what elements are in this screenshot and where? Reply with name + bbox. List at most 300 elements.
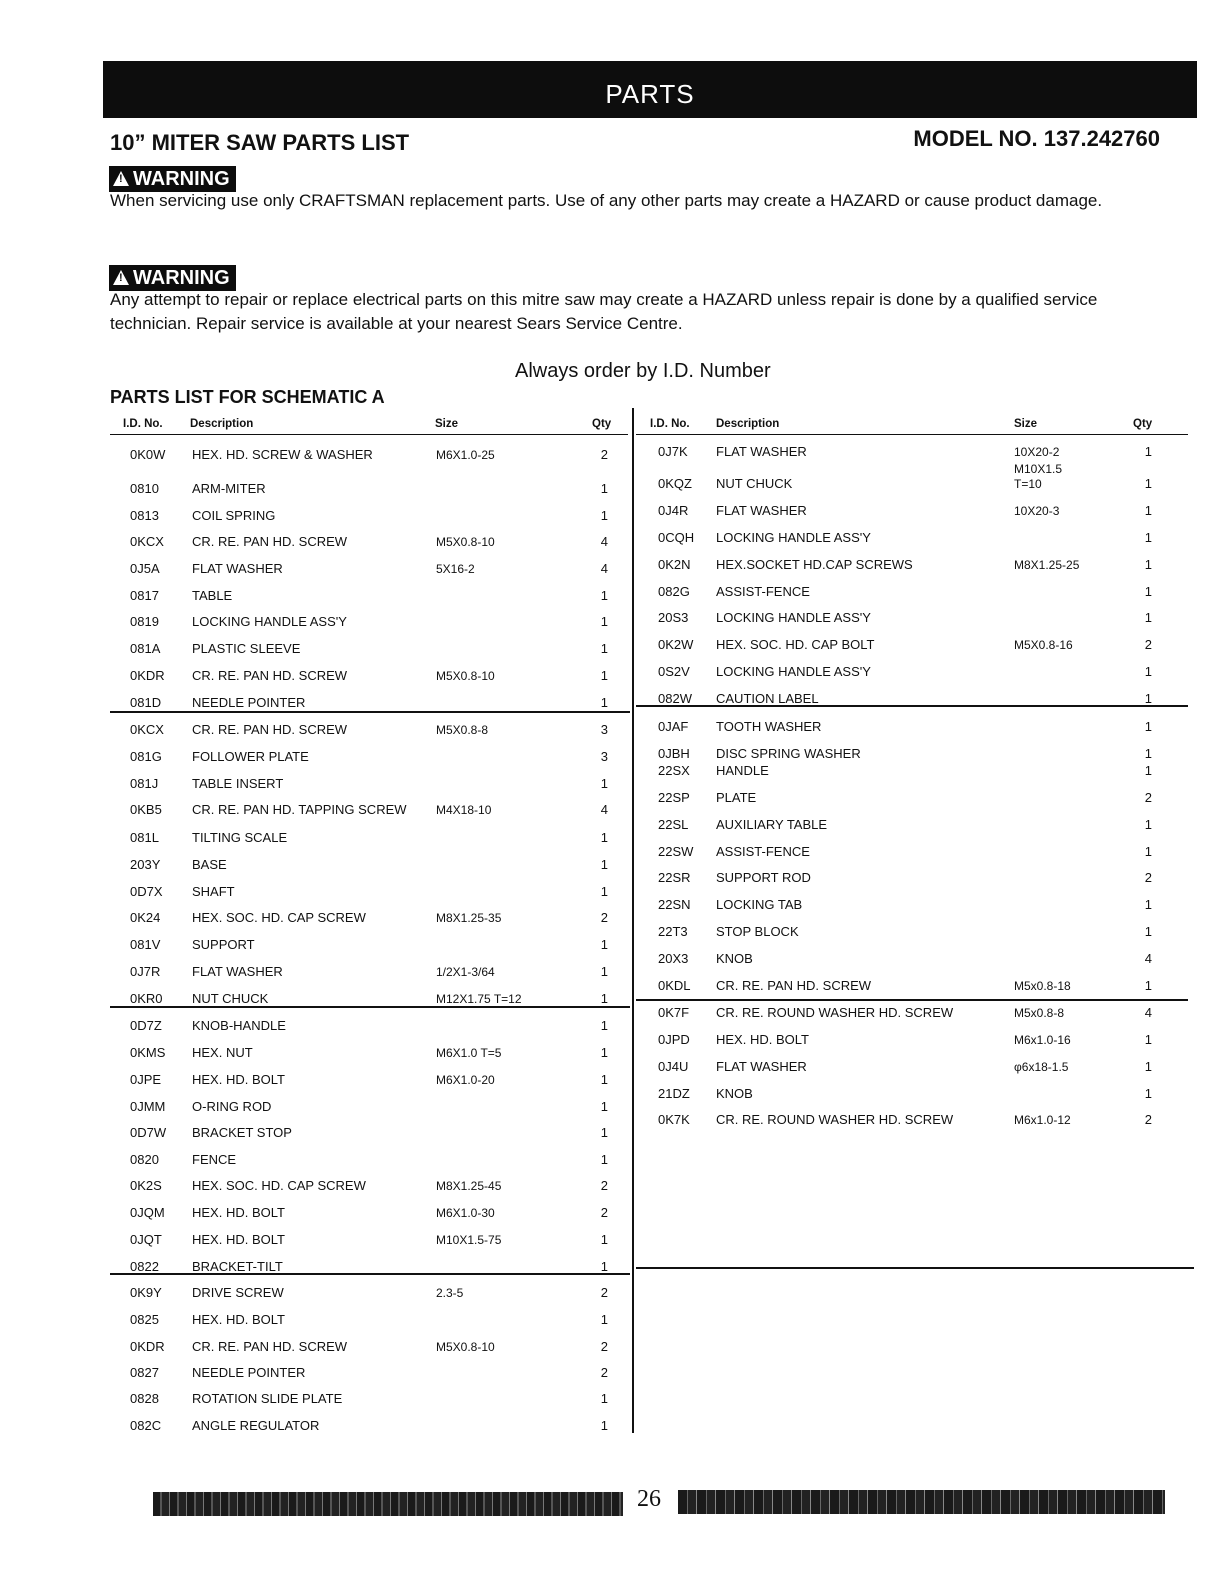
part-id: 22T3 [658,924,688,939]
part-id: 0JQM [130,1205,165,1220]
part-id: 081J [130,776,159,791]
part-description: FENCE [192,1152,237,1167]
part-description: HEX. HD. BOLT [192,1312,285,1327]
part-description: FOLLOWER PLATE [192,749,309,764]
part-description: HEX. HD. BOLT [192,1072,285,1087]
part-description: FLAT WASHER [716,503,807,518]
part-id: 0K24 [130,910,161,925]
part-description: ROTATION SLIDE PLATE [192,1391,343,1406]
part-description: KNOB-HANDLE [192,1018,286,1033]
part-size: M6x1.0-16 [1014,1033,1071,1047]
table-row [636,663,1192,681]
part-description: CR. RE. ROUND WASHER HD. SCREW [716,1112,954,1127]
part-id: 0J5A [130,561,160,576]
part-qty: 1 [1144,719,1152,734]
part-size: M6X1.0-25 [436,448,495,462]
part-id: 0K7K [658,1112,690,1127]
part-description: NUT CHUCK [192,991,269,1006]
part-description: NEEDLE POINTER [192,695,306,710]
part-size: M10X1.5-75 [436,1233,502,1247]
col-qty-header: Qty [1133,418,1153,430]
part-description: ARM-MITER [192,481,266,496]
part-qty: 2 [1144,637,1152,652]
part-description: TILTING SCALE [192,830,288,845]
part-id: 0820 [130,1152,159,1167]
part-size: M10X1.5 [1014,462,1063,476]
part-id: 0J4R [658,503,689,518]
part-size: M8X1.25-35 [436,911,502,925]
table-row [110,1338,630,1356]
order-note: Always order by I.D. Number [515,360,771,382]
part-id: 22SW [658,844,694,859]
part-id: 0D7Z [130,1018,162,1033]
part-size: M12X1.75 T=12 [436,992,522,1006]
part-id: 0817 [130,588,159,603]
col-size-header: Size [435,418,459,430]
part-id: 21DZ [658,1086,690,1101]
part-description: HEX. HD. BOLT [192,1205,285,1220]
part-qty: 1 [1144,924,1152,939]
left-column-header [110,418,628,435]
table-row [110,1124,630,1142]
part-description: SUPPORT [192,937,255,952]
part-description: PLATE [716,790,757,805]
part-description: ASSIST-FENCE [716,584,810,599]
table-row [110,1151,630,1169]
table-row [110,829,630,847]
part-id: 0KDR [130,668,165,683]
table-row [110,801,630,819]
part-qty: 2 [600,1178,608,1193]
part-qty: 1 [600,1018,608,1033]
table-row [110,775,630,793]
part-description: NEEDLE POINTER [192,1365,306,1380]
col-size-header: Size [1014,418,1038,430]
table-row [636,475,1192,493]
warning-label: WARNING [133,168,230,190]
part-qty: 1 [1144,584,1152,599]
part-id: 082W [658,691,692,706]
table-row [636,762,1192,780]
part-size: M5X0.8-16 [1014,638,1073,652]
table-row [636,923,1192,941]
part-description: DRIVE SCREW [192,1285,284,1300]
table-row [110,694,630,712]
part-description: TABLE INSERT [192,776,284,791]
part-id: 0KQZ [658,476,692,491]
part-description: CR. RE. PAN HD. SCREW [192,1339,348,1354]
part-id: 0KB5 [130,802,162,817]
part-description: LOCKING HANDLE ASS'Y [716,530,871,545]
part-description: TOOTH WASHER [716,719,822,734]
part-id: 0K2N [658,557,691,572]
part-description: BRACKET-TILT [192,1259,283,1274]
table-row [636,529,1192,547]
part-description: FLAT WASHER [192,964,283,979]
part-description: HANDLE [716,763,769,778]
part-id: 22SX [658,763,690,778]
part-description: HEX. HD. BOLT [192,1232,285,1247]
part-qty: 1 [600,991,608,1006]
table-row [110,1098,630,1116]
schematic-title: PARTS LIST FOR SCHEMATIC A [110,387,385,407]
warning-text-2: Any attempt to repair or replace electrical parts on this mitre saw may create a HAZARD unless repair is done by a qualified service technician. Repair service is available at your nearest Sears Service Centre. [110,290,1098,333]
group-divider [636,999,1188,1001]
part-qty: 1 [600,964,608,979]
table-row [110,1258,630,1276]
part-description: KNOB [716,951,753,966]
warning-text-1: When servicing use only CRAFTSMAN replacement parts. Use of any other parts may create a HAZARD or cause product damage. [110,191,1103,210]
part-qty: 1 [600,1045,608,1060]
table-row [110,1017,630,1035]
footer-bar-right [678,1490,1165,1514]
part-description: O-RING ROD [192,1099,272,1114]
table-row [110,667,630,685]
part-description: CR. RE. PAN HD. SCREW [716,978,872,993]
part-qty: 1 [600,695,608,710]
table-row [110,1231,630,1249]
part-qty: 2 [600,447,608,462]
part-id: 22SL [658,817,689,832]
part-size: 5X16-2 [436,562,475,576]
part-size: M6X1.0-20 [436,1073,495,1087]
part-size: M5X0.8-8 [436,723,489,737]
part-qty: 4 [1144,951,1152,966]
part-id: 0KCX [130,722,164,737]
table-row [110,507,630,525]
part-id: 0828 [130,1391,159,1406]
part-qty: 1 [600,1418,608,1433]
part-id: 22SR [658,870,691,885]
part-id: 0J4U [658,1059,689,1074]
part-qty: 4 [600,534,608,549]
table-row [636,869,1192,887]
part-size: 10X20-2 [1014,445,1060,459]
part-id: 0K0W [130,447,166,462]
part-qty: 1 [600,588,608,603]
part-description: KNOB [716,1086,753,1101]
part-id: 081L [130,830,159,845]
part-qty: 1 [600,937,608,952]
part-qty: 1 [600,668,608,683]
part-qty: 2 [1144,790,1152,805]
part-qty: 4 [1144,1005,1152,1020]
table-row [110,560,630,578]
warning-triangle-icon [113,171,129,186]
part-qty: 1 [1144,444,1152,459]
part-id: 0827 [130,1365,159,1380]
part-id: 081D [130,695,162,710]
part-qty: 2 [600,1339,608,1354]
part-qty: 1 [1144,897,1152,912]
part-description: ASSIST-FENCE [716,844,810,859]
col-qty-header: Qty [592,418,612,430]
table-row [110,1071,630,1089]
part-description: STOP BLOCK [716,924,799,939]
table-row [110,883,630,901]
part-qty: 1 [600,1152,608,1167]
part-qty: 1 [600,1072,608,1087]
part-description: LOCKING HANDLE ASS'Y [716,664,871,679]
part-id: 0KCX [130,534,164,549]
part-qty: 1 [1144,476,1152,491]
part-size: M6X1.0-30 [436,1206,495,1220]
part-qty: 1 [1144,503,1152,518]
page-number: 26 [637,1486,661,1512]
part-description: LOCKING HANDLE ASS'Y [192,614,347,629]
table-row [636,583,1192,601]
part-id: 0K9Y [130,1285,162,1300]
part-description: FLAT WASHER [192,561,283,576]
part-qty: 1 [1144,691,1152,706]
right-column-header [636,418,1188,435]
part-id: 0KDL [658,978,691,993]
header-bar [103,61,1197,118]
part-id: 0KDR [130,1339,165,1354]
part-qty: 1 [600,614,608,629]
part-qty: 1 [1144,746,1152,761]
part-qty: 3 [600,749,608,764]
part-description: FLAT WASHER [716,1059,807,1074]
table-row [110,587,630,605]
part-qty: 2 [600,1205,608,1220]
col-desc-header: Description [190,418,254,430]
part-qty: 2 [600,1365,608,1380]
table-row [636,745,1192,763]
part-qty: 4 [600,802,608,817]
col-id-header: I.D. No. [123,418,163,430]
part-id: 203Y [130,857,161,872]
part-id: 0K2S [130,1178,162,1193]
table-row [110,909,630,927]
part-description: BRACKET STOP [192,1125,292,1140]
part-id: 0JPD [658,1032,690,1047]
part-qty: 1 [1144,530,1152,545]
table-row [636,718,1192,736]
table-row [110,1417,630,1435]
part-qty: 2 [1144,870,1152,885]
part-id: 0819 [130,614,159,629]
table-row [110,1311,630,1329]
part-qty: 1 [600,508,608,523]
table-row [110,990,630,1008]
warning-triangle-icon [113,270,129,285]
part-qty: 2 [1144,1112,1152,1127]
part-qty: 1 [600,776,608,791]
table-row [110,748,630,766]
table-row [110,533,630,551]
table-row [636,636,1192,654]
table-row [110,1177,630,1195]
part-description: CR. RE. PAN HD. SCREW [192,668,348,683]
part-size: M5x0.8-18 [1014,979,1071,993]
part-qty: 1 [600,1259,608,1274]
doc-title: 10” MITER SAW PARTS LIST [110,130,410,155]
part-qty: 2 [600,1285,608,1300]
part-qty: 1 [600,1125,608,1140]
part-qty: 1 [600,857,608,872]
part-id: 0K7F [658,1005,690,1020]
part-qty: 3 [600,722,608,737]
part-description: CR. RE. PAN HD. SCREW [192,722,348,737]
part-qty: 1 [600,1391,608,1406]
part-size: 2.3-5 [436,1286,464,1300]
col-desc-header: Description [716,418,780,430]
part-qty: 1 [1144,1086,1152,1101]
part-qty: 1 [600,830,608,845]
table-row [636,690,1192,708]
part-id: 0K2W [658,637,694,652]
part-id: 082G [658,584,690,599]
part-qty: 1 [600,1312,608,1327]
part-qty: 1 [1144,664,1152,679]
part-description: BASE [192,857,227,872]
table-row [636,1004,1192,1022]
part-description: NUT CHUCK [716,476,793,491]
part-id: 081A [130,641,161,656]
part-id: 081V [130,937,161,952]
part-qty: 1 [1144,1059,1152,1074]
part-size: T=10 [1014,477,1042,491]
part-id: 0J7K [658,444,688,459]
table-row [110,856,630,874]
part-description: ANGLE REGULATOR [192,1418,320,1433]
part-description: HEX.SOCKET HD.CAP SCREWS [716,557,913,572]
table-row [110,1284,630,1302]
model-number: MODEL NO. 137.242760 [913,126,1160,151]
table-row [110,480,630,498]
table-row [110,1390,630,1408]
part-id: 0822 [130,1259,159,1274]
part-id: 0JAF [658,719,689,734]
part-description: TABLE [192,588,233,603]
table-row [636,1031,1192,1049]
part-description: FLAT WASHER [716,444,807,459]
part-qty: 1 [600,1099,608,1114]
center-divider [632,408,634,1433]
table-row [636,977,1192,995]
part-size: 10X20-3 [1014,504,1060,518]
part-id: 0CQH [658,530,695,545]
table-row [110,1364,630,1382]
part-size: φ6x18-1.5 [1014,1060,1069,1074]
part-size: M8X1.25-45 [436,1179,502,1193]
part-description: COIL SPRING [192,508,276,523]
part-qty: 1 [1144,557,1152,572]
part-size: M4X18-10 [436,803,492,817]
part-qty: 1 [1144,1032,1152,1047]
part-id: 0813 [130,508,159,523]
part-description: HEX. HD. BOLT [716,1032,809,1047]
table-row [110,936,630,954]
table-row [110,446,630,464]
part-id: 20S3 [658,610,689,625]
part-description: CR. RE. PAN HD. SCREW [192,534,348,549]
warning-label: WARNING [133,267,230,289]
part-id: 081G [130,749,162,764]
part-qty: 1 [1144,978,1152,993]
part-size: M5X0.8-10 [436,1340,495,1354]
part-qty: 1 [1144,763,1152,778]
part-qty: 1 [1144,844,1152,859]
part-size: M5x0.8-8 [1014,1006,1065,1020]
part-description: HEX. NUT [192,1045,253,1060]
part-description: LOCKING TAB [716,897,803,912]
table-row [110,963,630,981]
part-description: CR. RE. ROUND WASHER HD. SCREW [716,1005,954,1020]
part-size: M5X0.8-10 [436,535,495,549]
part-id: 0825 [130,1312,159,1327]
part-description: AUXILIARY TABLE [716,817,828,832]
part-size: M5X0.8-10 [436,669,495,683]
part-id: 22SP [658,790,690,805]
table-row [636,556,1192,574]
part-description: CAUTION LABEL [716,691,819,706]
part-id: 0D7X [130,884,163,899]
part-size: 1/2X1-3/64 [436,965,495,979]
part-description: PLASTIC SLEEVE [192,641,301,656]
part-qty: 1 [600,641,608,656]
part-description: HEX. SOC. HD. CAP SCREW [192,910,366,925]
part-qty: 2 [600,910,608,925]
part-id: 0KMS [130,1045,166,1060]
part-id: 0JBH [658,746,690,761]
part-description: DISC SPRING WASHER [716,746,861,761]
part-id: 0JPE [130,1072,162,1087]
table-row [636,1085,1192,1103]
part-id: 0JMM [130,1099,166,1114]
part-qty: 1 [1144,610,1152,625]
table-row [636,950,1192,968]
header-title: PARTS [605,79,695,109]
part-qty: 1 [600,1232,608,1247]
table-row [636,1058,1192,1076]
table-row [636,843,1192,861]
table-row [110,640,630,658]
part-qty: 1 [600,884,608,899]
table-row [636,1111,1192,1129]
part-description: SHAFT [192,884,235,899]
part-id: 0S2V [658,664,690,679]
footer-bar-left [153,1492,623,1516]
table-row [110,613,630,631]
part-description: HEX. SOC. HD. CAP BOLT [716,637,875,652]
part-size: M8X1.25-25 [1014,558,1080,572]
table-row [636,816,1192,834]
part-id: 0810 [130,481,159,496]
table-row [110,1044,630,1062]
table-row [636,443,1192,461]
part-description: LOCKING HANDLE ASS'Y [716,610,871,625]
table-row [110,721,630,739]
part-id: 20X3 [658,951,689,966]
part-description: CR. RE. PAN HD. TAPPING SCREW [192,802,407,817]
part-size: M6x1.0-12 [1014,1113,1071,1127]
part-description: HEX. HD. SCREW & WASHER [192,447,373,462]
group-divider [636,1267,1194,1269]
table-row [636,502,1192,520]
part-id: 082C [130,1418,162,1433]
part-qty: 1 [1144,817,1152,832]
part-id: 0J7R [130,964,161,979]
part-description: SUPPORT ROD [716,870,811,885]
part-qty: 1 [600,481,608,496]
table-row [110,1204,630,1222]
part-id: 0D7W [130,1125,167,1140]
part-size: M6X1.0 T=5 [436,1046,502,1060]
table-row [636,896,1192,914]
table-row [636,789,1192,807]
